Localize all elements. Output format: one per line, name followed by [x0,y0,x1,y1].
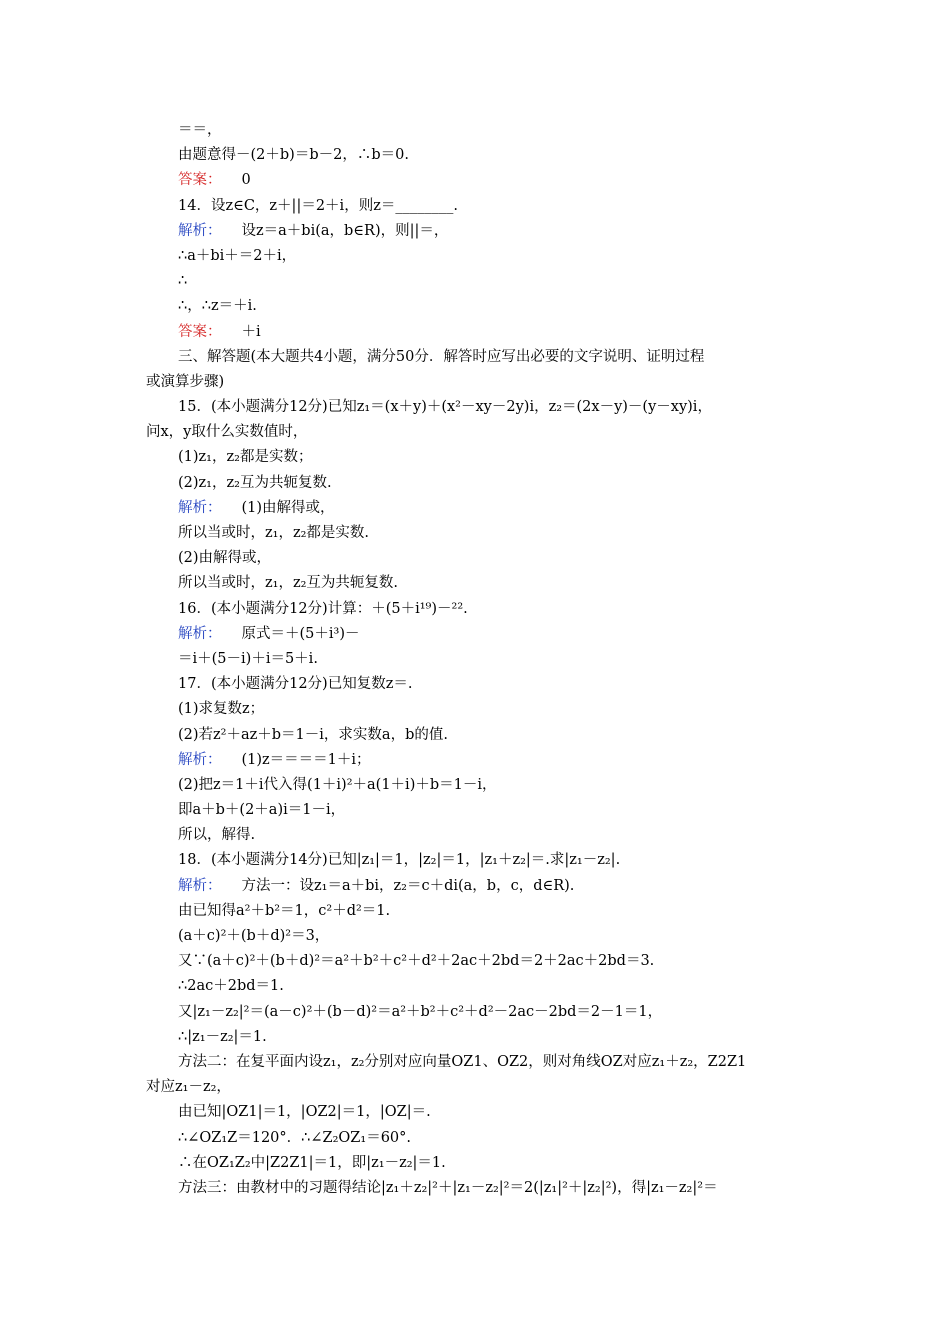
analysis-label: 解析： [178,222,222,239]
text-line [146,294,810,319]
text-line [146,395,810,420]
line-text: ∴2ac＋2bd＝1. [178,978,284,995]
line-text: 设z＝a＋bi(a，b∈R)，则||＝， [241,222,449,239]
line-text: (1)z＝＝＝＝1＋i； [241,751,371,768]
text-line [146,546,810,571]
line-text: ＝＝， [178,122,222,138]
text-line [146,118,810,143]
line-text: 方法二：在复平面内设z₁，z₂分别对应向量OZ1、OZ2，则对角线OZ对应z₁＋z₂，Z2Z1 [178,1053,747,1070]
text-line [146,219,810,244]
line-text: 问x，y取什么实数值时， [146,424,308,441]
text-line [146,647,810,672]
line-text: 14．设z∈C，z＋||＝2＋i，则z＝________. [178,197,458,214]
line-text: (a＋c)²＋(b＋d)²＝3， [178,928,330,944]
line-text: 由已知得a²＋b²＝1，c²＋d²＝1. [178,902,391,919]
line-text: (2)z₁，z₂互为共轭复数. [178,474,332,491]
line-text: 所以，解得. [178,827,256,844]
line-text: 16．(本小题满分12分)计算：＋(5＋i¹⁹)－²². [178,600,468,617]
text-line [146,1126,810,1151]
text-line [146,143,810,168]
text-line [146,974,810,999]
document-page [146,118,810,1201]
text-line [146,874,810,899]
text-line [146,471,810,496]
line-text: ∴ [178,273,188,290]
line-text: ＋i [241,323,261,340]
text-line [146,672,810,697]
analysis-label: 解析： [178,625,222,642]
line-text: (1)z₁，z₂都是实数； [178,449,313,466]
line-text: 17．(本小题满分12分)已知复数z＝. [178,676,413,693]
text-line [146,168,810,193]
line-text: 15．(本小题满分12分)已知z₁＝(x＋y)＋(x²－xy－2y)i，z₂＝(2x－y)－(y－xy)i， [178,399,712,416]
line-text: 由题意得－(2＋b)＝b－2，∴b＝0. [178,147,409,164]
text-line [146,773,810,798]
line-text: 所以当或时，z₁，z₂都是实数. [178,525,370,541]
text-line [146,597,810,622]
line-text: 三、解答题(本大题共4小题，满分50分．解答时应写出必要的文字说明、证明过程 [178,348,705,365]
text-line [146,1176,810,1201]
analysis-label: 解析： [178,751,222,768]
text-line [146,445,810,470]
text-line [146,1100,810,1125]
text-line [146,244,810,269]
line-text: 原式＝＋(5＋i³)－ [241,625,360,642]
text-line [146,798,810,823]
line-text: (1)由解得或， [241,499,335,516]
text-line [146,571,810,596]
line-text: 又∵(a＋c)²＋(b＋d)²＝a²＋b²＋c²＋d²＋2ac＋2bd＝2＋2ac＋2bd＝3. [178,953,655,970]
line-text: 又|z₁－z₂|²＝(a－c)²＋(b－d)²＝a²＋b²＋c²＋d²－2ac－2bd＝2－1＝1， [178,1003,663,1020]
text-line [146,194,810,219]
text-line [146,1050,810,1075]
line-text: 方法三：由教材中的习题得结论|z₁＋z₂|²＋|z₁－z₂|²＝2(|z₁|²＋|z₂|²)，得|z₁－z₂|²＝ [178,1179,718,1196]
text-line [146,723,810,748]
text-line [146,899,810,924]
text-line [146,1025,810,1050]
line-text: 或演算步骤) [146,373,225,390]
text-line [146,823,810,848]
text-line [146,697,810,722]
answer-label: 答案： [178,172,222,189]
analysis-label: 解析： [178,877,222,894]
text-line [146,269,810,294]
line-text: ∴|z₁－z₂|＝1. [178,1028,267,1045]
line-text: ∴，∴z＝＋i. [178,298,257,315]
line-text: ＝i＋(5－i)＋i＝5＋i. [178,650,318,667]
text-line [146,521,810,546]
text-line [146,320,810,345]
line-text: 18．(本小题满分14分)已知|z₁|＝1，|z₂|＝1，|z₁＋z₂|＝.求|z₁－z₂|. [178,852,621,869]
text-line [146,420,810,445]
line-text: ∴在OZ₁Z₂中|Z2Z1|＝1，即|z₁－z₂|＝1. [178,1154,446,1171]
text-line [146,370,810,395]
text-line [146,848,810,873]
line-text: (1)求复数z； [178,701,265,718]
text-line [146,748,810,773]
answer-label: 答案： [178,323,222,340]
line-text: ∴∠OZ₁Z＝120°．∴∠Z₂OZ₁＝60°. [178,1129,411,1146]
line-text: 由已知|OZ1|＝1，|OZ2|＝1，|OZ|＝. [178,1104,431,1121]
line-text: 0 [241,172,251,189]
text-line [146,949,810,974]
line-text: (2)由解得或， [178,550,272,567]
text-line [146,622,810,647]
text-line [146,924,810,949]
text-line [146,1000,810,1025]
text-line [146,345,810,370]
line-text: (2)若z²＋az＋b＝1－i，求实数a，b的值. [178,726,448,743]
line-text: 所以当或时，z₁，z₂互为共轭复数. [178,575,399,592]
text-line [146,1075,810,1100]
line-text: ∴a＋bi＋＝2＋i， [178,247,297,264]
text-line [146,496,810,521]
text-line [146,1151,810,1176]
line-text: 方法一：设z₁＝a＋bi，z₂＝c＋di(a，b，c，d∈R). [241,877,575,894]
line-text: (2)把z＝1＋i代入得(1＋i)²＋a(1＋i)＋b＝1－i， [178,776,497,793]
analysis-label: 解析： [178,499,222,516]
line-text: 即a＋b＋(2＋a)i＝1－i， [178,802,346,819]
line-text: 对应z₁－z₂， [146,1079,231,1096]
